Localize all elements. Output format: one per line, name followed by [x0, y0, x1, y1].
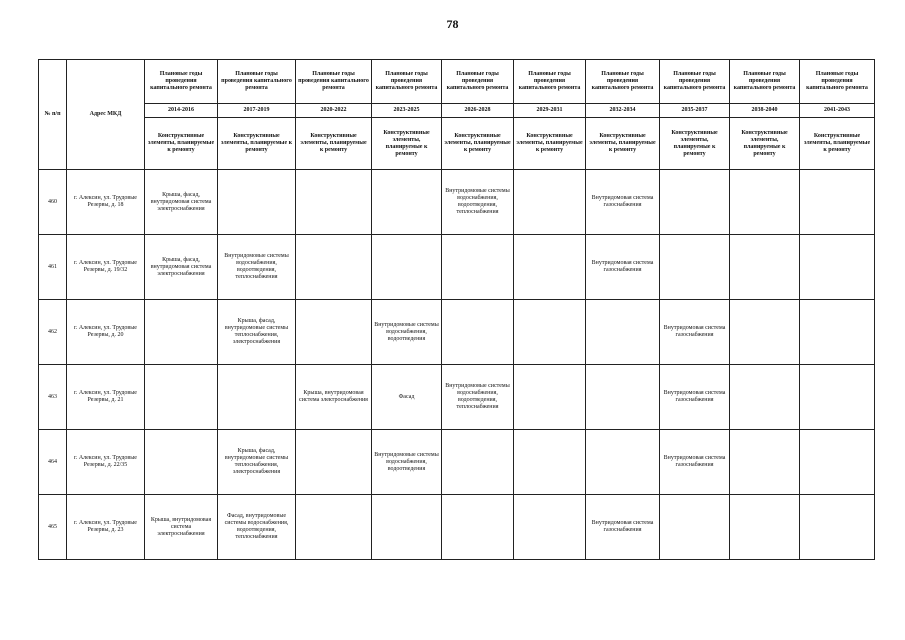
header-row-periods: [39, 104, 875, 118]
header-planned-years: Плановые годы проведения капитального ремонта: [800, 60, 875, 104]
table-cell: [730, 235, 800, 300]
table-cell: Крыша, фасад, внутридомовая система электроснабжения: [145, 170, 218, 235]
table-cell: Фасад, внутридомовые системы водоснабжения, водоотведения, теплоснабжения: [218, 495, 296, 560]
table-cell: Внутридомовые системы водоснабжения, водоотведения, теплоснабжения: [442, 365, 514, 430]
table-cell: [372, 235, 442, 300]
table-cell: [514, 170, 586, 235]
table-cell: [218, 170, 296, 235]
table-cell: [660, 170, 730, 235]
header-period: 2020-2022: [296, 104, 372, 118]
table-row: [39, 300, 875, 365]
row-number: 465: [39, 495, 67, 560]
row-address: г. Алексин, ул. Трудовые Резервы, д. 18: [67, 170, 145, 235]
table-cell: [372, 495, 442, 560]
header-elements: Конструктивные элементы, планируемые к ремонту: [730, 118, 800, 170]
header-planned-years: Плановые годы проведения капитального ремонта: [145, 60, 218, 104]
header-period: 2032-2034: [586, 104, 660, 118]
header-row-elements: [39, 118, 875, 170]
header-planned-years: Плановые годы проведения капитального ремонта: [730, 60, 800, 104]
table-cell: [730, 430, 800, 495]
header-period: 2026-2028: [442, 104, 514, 118]
row-address: г. Алексин, ул. Трудовые Резервы, д. 23: [67, 495, 145, 560]
header-elements: Конструктивные элементы, планируемые к ремонту: [372, 118, 442, 170]
header-elements: Конструктивные элементы, планируемые к ремонту: [660, 118, 730, 170]
header-period: 2014-2016: [145, 104, 218, 118]
table-cell: [296, 495, 372, 560]
row-address: г. Алексин, ул. Трудовые Резервы, д. 19/32: [67, 235, 145, 300]
table-cell: [145, 430, 218, 495]
table-cell: [296, 235, 372, 300]
row-number: 464: [39, 430, 67, 495]
table-cell: [730, 170, 800, 235]
header-elements: Конструктивные элементы, планируемые к ремонту: [800, 118, 875, 170]
table-cell: [442, 300, 514, 365]
table-cell: Крыша, внутридомовая система электроснабжения: [296, 365, 372, 430]
header-num: № п/п: [39, 60, 67, 170]
header-address: Адрес МКД: [67, 60, 145, 170]
table-cell: [145, 300, 218, 365]
table-cell: [800, 495, 875, 560]
page-number: 78: [446, 17, 459, 31]
table-cell: [442, 495, 514, 560]
table-cell: [218, 365, 296, 430]
table-cell: Крыша, фасад, внутридомовые системы теплоснабжения, электроснабжения: [218, 430, 296, 495]
table-cell: [296, 300, 372, 365]
table-cell: [296, 430, 372, 495]
header-planned-years: Плановые годы проведения капитального ремонта: [296, 60, 372, 104]
table-cell: [800, 430, 875, 495]
table-cell: [442, 430, 514, 495]
table-cell: Внутридомовые системы водоснабжения, водоотведения, теплоснабжения: [218, 235, 296, 300]
table-cell: Внутридомовая система газоснабжения: [660, 300, 730, 365]
header-planned-years: Плановые годы проведения капитального ремонта: [372, 60, 442, 104]
table-cell: Внутридомовые системы водоснабжения, водоотведения: [372, 300, 442, 365]
table-cell: [660, 235, 730, 300]
row-number: 460: [39, 170, 67, 235]
table-cell: Внутридомовая система газоснабжения: [586, 170, 660, 235]
header-period: 2017-2019: [218, 104, 296, 118]
table-cell: [514, 300, 586, 365]
table-row: [39, 170, 875, 235]
table-cell: [800, 365, 875, 430]
table-cell: [800, 300, 875, 365]
table-cell: [442, 235, 514, 300]
table-cell: [730, 495, 800, 560]
table-cell: Внутридомовые системы водоснабжения, водоотведения, теплоснабжения: [442, 170, 514, 235]
table-row: [39, 430, 875, 495]
header-planned-years: Плановые годы проведения капитального ремонта: [586, 60, 660, 104]
header-planned-years: Плановые годы проведения капитального ремонта: [660, 60, 730, 104]
table-cell: [586, 300, 660, 365]
table-cell: [800, 235, 875, 300]
table-cell: Фасад: [372, 365, 442, 430]
table-cell: Внутридомовая система газоснабжения: [586, 235, 660, 300]
header-period: 2023-2025: [372, 104, 442, 118]
header-elements: Конструктивные элементы, планируемые к ремонту: [145, 118, 218, 170]
table-cell: [800, 170, 875, 235]
table-cell: Внутридомовая система газоснабжения: [660, 430, 730, 495]
table-cell: Внутридомовые системы водоснабжения, водоотведения: [372, 430, 442, 495]
table-cell: [660, 495, 730, 560]
table-row: [39, 495, 875, 560]
table-cell: [514, 495, 586, 560]
header-period: 2029-2031: [514, 104, 586, 118]
row-address: г. Алексин, ул. Трудовые Резервы, д. 20: [67, 300, 145, 365]
capital-repair-table: [38, 59, 875, 560]
row-address: г. Алексин, ул. Трудовые Резервы, д. 21: [67, 365, 145, 430]
header-period: 2041-2043: [800, 104, 875, 118]
table-cell: [296, 170, 372, 235]
table-cell: Внутридомовая система газоснабжения: [586, 495, 660, 560]
header-elements: Конструктивные элементы, планируемые к ремонту: [514, 118, 586, 170]
table-cell: Крыша, внутридомовая система электроснабжения: [145, 495, 218, 560]
row-address: г. Алексин, ул. Трудовые Резервы, д. 22/35: [67, 430, 145, 495]
table-cell: [586, 365, 660, 430]
header-elements: Конструктивные элементы, планируемые к ремонту: [442, 118, 514, 170]
table-row: [39, 235, 875, 300]
header-planned-years: Плановые годы проведения капитального ремонта: [218, 60, 296, 104]
table-cell: [730, 365, 800, 430]
table-cell: Внутридомовая система газоснабжения: [660, 365, 730, 430]
table-cell: [145, 365, 218, 430]
header-planned-years: Плановые годы проведения капитального ремонта: [442, 60, 514, 104]
table-cell: Крыша, фасад, внутридомовая система электроснабжения: [145, 235, 218, 300]
table-cell: [586, 430, 660, 495]
header-period: 2038-2040: [730, 104, 800, 118]
table-cell: [514, 430, 586, 495]
header-elements: Конструктивные элементы, планируемые к ремонту: [296, 118, 372, 170]
table-cell: [514, 235, 586, 300]
table-cell: [514, 365, 586, 430]
header-period: 2035-2037: [660, 104, 730, 118]
row-number: 463: [39, 365, 67, 430]
row-number: 461: [39, 235, 67, 300]
table-cell: Крыша, фасад, внутридомовые системы теплоснабжения, электроснабжения: [218, 300, 296, 365]
row-number: 462: [39, 300, 67, 365]
header-elements: Конструктивные элементы, планируемые к ремонту: [586, 118, 660, 170]
header-elements: Конструктивные элементы, планируемые к ремонту: [218, 118, 296, 170]
header-row-planned-years: [39, 60, 875, 104]
table-cell: [372, 170, 442, 235]
header-planned-years: Плановые годы проведения капитального ремонта: [514, 60, 586, 104]
table-cell: [730, 300, 800, 365]
table-row: [39, 365, 875, 430]
